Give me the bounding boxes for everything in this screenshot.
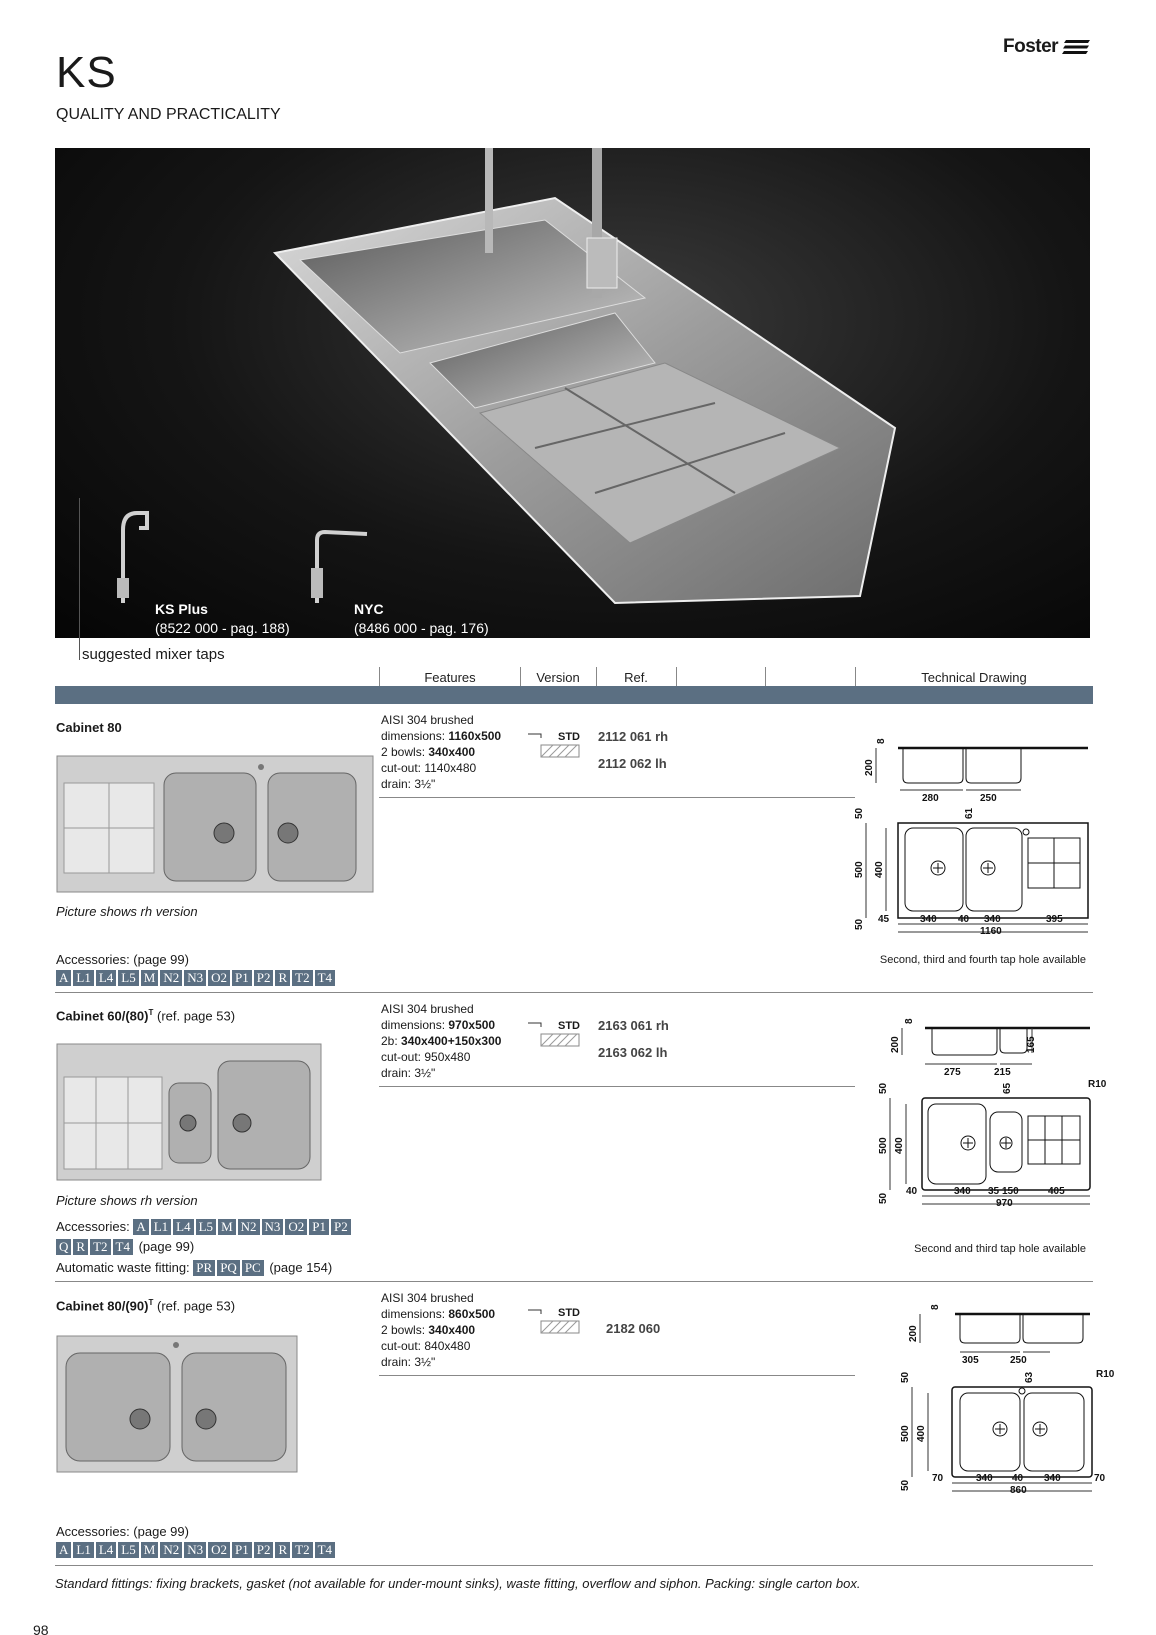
section-divider [55,1281,1093,1282]
dim-top-0: R10 [1088,1079,1107,1090]
dim-top-4: 50 [854,918,865,930]
dim-top-1: 50 [878,1082,889,1094]
accessory-chip-t4: T4 [315,970,335,986]
product-photo-cabinet-80 [56,755,374,893]
dim-top-8: 40 [1012,1473,1024,1484]
product-photo-cabinet-60 [56,1043,322,1181]
dim-top-8: 35 [988,1186,1000,1197]
waste-row [56,1260,332,1276]
cabinet-title [56,720,122,735]
accessory-chips [133,1219,352,1234]
feature-bowls-label: 2 bowls: [381,745,429,759]
hero-sink-photo [55,148,1090,638]
accessory-chip-l5: L5 [118,970,138,986]
ref-list [598,1012,669,1066]
dim-top-3: 500 [900,1425,911,1442]
feature-dim-value: 860x500 [448,1307,496,1321]
tap-nyc-ref: (8486 000 - pag. 176) [354,620,489,636]
features-block [381,1001,501,1081]
accessory-chip-n3: N3 [184,970,206,986]
header-technical-drawing: Technical Drawing [921,670,1027,685]
accessory-chip-p2: P2 [254,970,274,986]
cabinet-title [56,1008,235,1023]
accessory-chip-a: A [56,1542,71,1558]
cabinet-title [56,1298,235,1313]
brand-logo-text: Foster [1003,36,1059,57]
cabinet-name: Cabinet 80/(90) [56,1298,149,1314]
version-std: STD [558,731,580,743]
feature-drain: drain: 3½" [381,777,436,791]
accessory-chip-r: R [275,970,290,986]
waste-label: Automatic waste fitting: [56,1260,194,1275]
accessory-chip-t2: T2 [292,970,312,986]
dim-side-2: 305 [962,1355,979,1366]
features-block [381,1290,495,1370]
feature-bowls-value: 340x400 [428,1323,476,1337]
dim-top-9: 340 [1044,1473,1061,1484]
picture-note: Picture shows rh version [56,904,198,919]
accessory-chip-p1: P1 [309,1219,329,1235]
dim-top-11: 860 [1010,1485,1027,1496]
accessory-chip-pr: PR [193,1260,215,1276]
accessory-chip-m: M [218,1219,236,1235]
dim-top-1: 61 [964,807,975,819]
dim-top-7: 40 [958,914,970,925]
picture-note: Picture shows rh version [56,1193,198,1208]
tap-nyc-name: NYC [354,601,384,617]
dim-side-1: 200 [890,1036,901,1053]
accessory-chips [56,969,337,987]
dim-side-2: 165 [1026,1036,1037,1053]
feature-cutout: cut-out: 1140x480 [381,761,477,775]
feature-material: AISI 304 brushed [381,1291,474,1305]
waste-page: (page 154) [265,1260,333,1275]
ref-lh: 2163 062 lh [598,1045,668,1060]
dim-top-1: 50 [900,1371,911,1383]
ref-rh: 2163 061 rh [598,1018,669,1033]
accessory-chip-l1: L1 [73,1542,93,1558]
cabinet-extra: (ref. page 53) [153,1008,236,1024]
header-divider [676,667,677,687]
accessories-page: (page 99) [134,1239,195,1254]
dim-top-2: 65 [1002,1082,1013,1094]
ref-lh: 2112 062 lh [598,756,667,771]
feature-bowls-label: 2 bowls: [381,1323,429,1337]
feature-dim-label: dimensions: [381,1307,449,1321]
accessory-chip-l5: L5 [196,1219,216,1235]
tap-hole-note: Second and third tap hole available [914,1243,1086,1255]
page-title: KS [56,48,117,97]
dim-top-0: R10 [1096,1369,1115,1380]
accessory-chip-l5: L5 [118,1542,138,1558]
accessory-chips [56,1541,337,1559]
accessories-row [56,1219,353,1235]
feature-cutout: cut-out: 840x480 [381,1339,471,1353]
dim-side-1: 200 [908,1325,919,1342]
accessory-chip-a: A [56,970,71,986]
accessory-chip-t4: T4 [113,1239,133,1255]
row-divider [379,797,855,798]
ref-list [606,1315,660,1342]
dim-side-2: 280 [922,793,939,804]
accessory-chip-l4: L4 [96,1542,116,1558]
accessories-label: Accessories: (page 99) [56,952,189,967]
dim-side-0: 8 [876,738,887,744]
dim-top-2: 500 [854,861,865,878]
row-divider [379,1086,855,1087]
accessory-chip-r: R [275,1542,290,1558]
accessory-chip-m: M [141,970,159,986]
feature-dim-label: dimensions: [381,729,449,743]
dim-top-9: 150 [1002,1186,1019,1197]
ref-single: 2182 060 [606,1321,661,1336]
page-subtitle: QUALITY AND PRACTICALITY [56,106,281,123]
table-header-bar [55,686,1093,704]
page-number: 98 [33,1622,49,1635]
accessory-chip-l4: L4 [173,1219,193,1235]
feature-drain: drain: 3½" [381,1066,436,1080]
tap-hole-note: Second, third and fourth tap hole available [879,954,1086,966]
accessory-chip-q: Q [56,1239,71,1255]
accessory-chip-o2: O2 [208,970,230,986]
header-ref: Ref. [624,670,648,685]
dim-top-4: 400 [916,1425,927,1442]
product-photo-cabinet-80-90 [56,1335,298,1473]
tap-ks-plus-name: KS Plus [155,601,208,617]
accessory-chip-l1: L1 [151,1219,171,1235]
dim-top-6: 340 [920,914,937,925]
accessory-chip-pc: PC [242,1260,264,1276]
cabinet-name: Cabinet 60/(80) [56,1008,149,1024]
cabinet-extra: (ref. page 53) [153,1298,236,1314]
header-version: Version [536,670,580,685]
dim-side-3: 250 [1010,1355,1027,1366]
version-std: STD [558,1307,580,1319]
accessory-chip-r: R [73,1239,88,1255]
dim-top-6: 40 [906,1186,918,1197]
dim-top-4: 400 [894,1137,905,1154]
technical-drawing-cabinet-80 [848,728,1090,938]
accessory-chip-p1: P1 [232,1542,252,1558]
accessory-chip-o2: O2 [285,1219,307,1235]
accessory-chip-n3: N3 [262,1219,284,1235]
footer-note: Standard fittings: fixing brackets, gasket (not available for under-mount sinks), waste fitting, overflow and siphon. Packing: single carton box. [55,1576,861,1591]
dim-top-10: 70 [1094,1473,1106,1484]
technical-drawing-cabinet-80-90 [900,1294,1120,1498]
dim-side-0: 8 [930,1304,941,1310]
suggest-divider [79,498,80,660]
dim-side-0: 8 [904,1018,915,1024]
feature-bowls-value: 340x400+150x300 [401,1034,502,1048]
accessory-chip-l1: L1 [73,970,93,986]
accessories-row [56,1239,194,1255]
dim-side-3: 250 [980,793,997,804]
brand-logo-icon [1062,40,1090,54]
accessory-chip-l4: L4 [96,970,116,986]
dim-top-5: 50 [878,1192,889,1204]
accessory-chip-p2: P2 [254,1542,274,1558]
technical-drawing-cabinet-60 [870,1008,1120,1213]
sink-illustration [55,148,1090,638]
ref-list [598,723,668,777]
dim-top-3: 400 [874,861,885,878]
feature-drain: drain: 3½" [381,1355,436,1369]
accessory-chip-t2: T2 [90,1239,110,1255]
waste-chips [193,1260,265,1275]
header-features: Features [424,670,476,685]
tap-ks-plus-ref: (8522 000 - pag. 188) [155,620,290,636]
dim-top-8: 340 [984,914,1001,925]
accessory-chips [56,1239,135,1254]
feature-bowls-value: 340x400 [428,745,476,759]
accessory-chip-a: A [133,1219,148,1235]
dim-top-10: 405 [1048,1186,1065,1197]
accessory-chip-t2: T2 [292,1542,312,1558]
accessory-chip-n2: N2 [238,1219,260,1235]
section-divider [55,1565,1093,1566]
tap-ks-plus [155,600,290,638]
accessory-chip-n3: N3 [184,1542,206,1558]
dim-top-7: 340 [976,1473,993,1484]
dim-top-6: 70 [932,1473,944,1484]
accessory-chip-m: M [141,1542,159,1558]
features-block [381,712,501,792]
accessory-chip-o2: O2 [208,1542,230,1558]
dim-top-0: 50 [854,807,865,819]
dim-top-10: 1160 [980,926,1002,937]
dim-top-5: 45 [878,914,890,925]
accessories-label: Accessories: (page 99) [56,1524,189,1539]
dim-top-3: 500 [878,1137,889,1154]
dim-top-7: 340 [954,1186,971,1197]
cabinet-sup: T [148,1008,154,1017]
header-divider [765,667,766,687]
version-std: STD [558,1020,580,1032]
tap-nyc [354,600,489,638]
dim-top-9: 395 [1046,914,1063,925]
section-divider [55,992,1093,993]
feature-dim-value: 1160x500 [448,729,502,743]
dim-side-1: 200 [864,759,875,776]
accessory-chip-p1: P1 [232,970,252,986]
dim-top-11: 970 [996,1198,1013,1209]
dim-top-5: 50 [900,1479,911,1491]
accessory-chip-pq: PQ [217,1260,240,1276]
cabinet-sup: T [148,1298,154,1307]
accessory-chip-t4: T4 [315,1542,335,1558]
feature-material: AISI 304 brushed [381,713,474,727]
feature-material: AISI 304 brushed [381,1002,474,1016]
feature-dim-label: dimensions: [381,1018,449,1032]
dim-top-2: 63 [1024,1371,1035,1383]
feature-cutout: cut-out: 950x480 [381,1050,471,1064]
feature-bowls-label: 2b: [381,1034,402,1048]
cabinet-name: Cabinet 80 [56,720,122,735]
ref-rh: 2112 061 rh [598,729,669,744]
dim-side-4: 215 [994,1067,1011,1078]
dim-side-3: 275 [944,1067,961,1078]
row-divider [379,1375,855,1376]
accessory-chip-n2: N2 [160,970,182,986]
accessories-label: Accessories: [56,1219,134,1234]
accessory-chip-p2: P2 [331,1219,351,1235]
feature-dim-value: 970x500 [448,1018,496,1032]
accessory-chip-n2: N2 [160,1542,182,1558]
suggested-label: suggested mixer taps [82,646,225,663]
